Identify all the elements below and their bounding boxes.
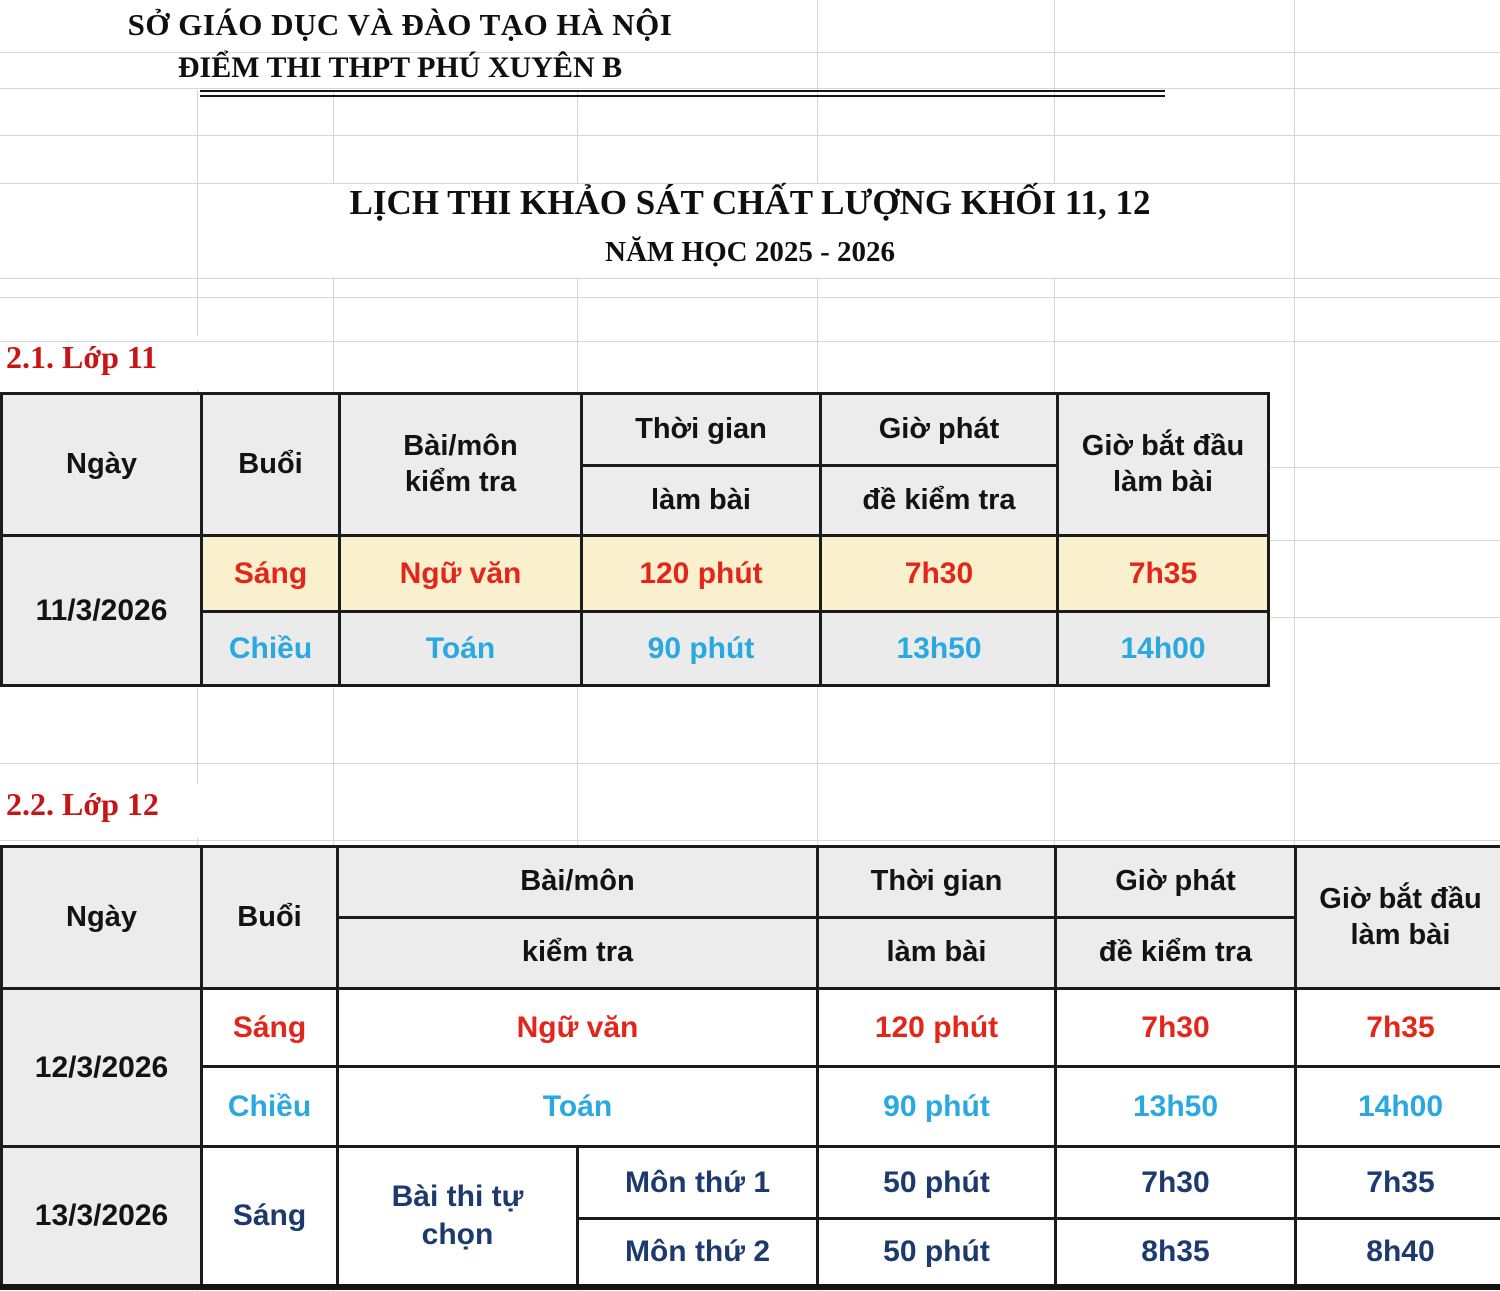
header-bai-mon-line2: kiểm tra — [404, 465, 517, 498]
header-buoi: Buổi — [202, 394, 340, 536]
cell-handout-time: 13h50 — [821, 612, 1058, 686]
section-label-lop-11: 2.1. Lớp 11 — [6, 339, 158, 375]
header-gio-phat: Giờ phát — [821, 394, 1058, 466]
cell-handout-time: 8h35 — [1056, 1219, 1296, 1287]
cell-subject: Ngữ văn — [338, 989, 818, 1067]
grid-hline — [0, 341, 1500, 342]
org-title: SỞ GIÁO DỤC VÀ ĐÀO TẠO HÀ NỘI — [127, 7, 673, 42]
exam-site-title: ĐIỂM THI THPT PHÚ XUYÊN B — [177, 51, 623, 84]
header-gio-bat-dau-line1: Giờ bắt đầu — [1319, 883, 1482, 916]
cell-session: Sáng — [202, 536, 340, 612]
cell-subject: Ngữ văn — [340, 536, 582, 612]
cell-date: 11/3/2026 — [2, 536, 202, 686]
header-ngay: Ngày — [2, 394, 202, 536]
cell-duration: 90 phút — [818, 1067, 1056, 1147]
grid-hline — [0, 297, 1500, 298]
cell-duration: 120 phút — [818, 989, 1056, 1067]
cell-date: 13/3/2026 — [2, 1147, 202, 1287]
cell-session: Sáng — [202, 989, 338, 1067]
cell-handout-time: 7h30 — [1056, 1147, 1296, 1219]
school-year-subtitle: NĂM HỌC 2025 - 2026 — [605, 236, 895, 268]
cell-session: Chiều — [202, 1067, 338, 1147]
header-lam-bai: làm bài — [818, 918, 1056, 989]
header-thoi-gian: Thời gian — [818, 847, 1056, 918]
cell-subject: Toán — [340, 612, 582, 686]
header-bai-mon — [340, 394, 582, 536]
cell-duration: 90 phút — [582, 612, 821, 686]
schedule-table-lop-11 — [0, 392, 1270, 687]
cell-start-time: 8h40 — [1296, 1219, 1500, 1287]
grid-hline — [0, 278, 1500, 279]
header-lam-bai: làm bài — [582, 466, 821, 536]
schedule-title: LỊCH THI KHẢO SÁT CHẤT LƯỢNG KHỐI 11, 12 — [349, 183, 1151, 222]
grid-hline — [0, 763, 1500, 764]
cell-subject: Toán — [338, 1067, 818, 1147]
schedule-table-lop-12 — [0, 845, 1500, 1290]
cell-subject-group-text: Bài thi tự chọn — [391, 1180, 524, 1251]
header-kiem-tra: kiểm tra — [338, 918, 818, 989]
cell-start-time: 14h00 — [1058, 612, 1269, 686]
cell-session: Chiều — [202, 612, 340, 686]
title-underline — [200, 90, 1165, 97]
header-bai-mon-line1: Bài/môn — [403, 430, 518, 463]
grid-hline — [0, 135, 1500, 136]
cell-handout-time: 7h30 — [1056, 989, 1296, 1067]
grid-hline — [0, 88, 1500, 89]
cell-handout-time: 13h50 — [1056, 1067, 1296, 1147]
cell-subject: Môn thứ 1 — [578, 1147, 818, 1219]
header-gio-bat-dau-line1: Giờ bắt đầu — [1081, 430, 1245, 463]
header-de-kiem-tra: đề kiểm tra — [1056, 918, 1296, 989]
header-gio-bat-dau-line2: làm bài — [1113, 465, 1213, 498]
section-label-lop-12: 2.2. Lớp 12 — [6, 786, 159, 822]
cell-handout-time: 7h30 — [821, 536, 1058, 612]
cell-start-time: 14h00 — [1296, 1067, 1500, 1147]
cell-duration: 50 phút — [818, 1147, 1056, 1219]
header-ngay: Ngày — [2, 847, 202, 989]
cell-duration: 50 phút — [818, 1219, 1056, 1287]
header-de-kiem-tra: đề kiểm tra — [821, 466, 1058, 536]
grid-hline — [0, 840, 1500, 841]
cell-start-time: 7h35 — [1296, 989, 1500, 1067]
cell-start-time: 7h35 — [1296, 1147, 1500, 1219]
cell-subject-group — [338, 1147, 578, 1287]
cell-session: Sáng — [202, 1147, 338, 1287]
header-gio-bat-dau — [1058, 394, 1269, 536]
cell-start-time: 7h35 — [1058, 536, 1269, 612]
header-gio-bat-dau-line2: làm bài — [1350, 918, 1451, 951]
cell-subject: Môn thứ 2 — [578, 1219, 818, 1287]
cell-duration: 120 phút — [582, 536, 821, 612]
header-gio-bat-dau — [1296, 847, 1500, 989]
header-bai-mon: Bài/môn — [338, 847, 818, 918]
header-gio-phat: Giờ phát — [1056, 847, 1296, 918]
cell-date: 12/3/2026 — [2, 989, 202, 1147]
header-buoi: Buổi — [202, 847, 338, 989]
header-thoi-gian: Thời gian — [582, 394, 821, 466]
